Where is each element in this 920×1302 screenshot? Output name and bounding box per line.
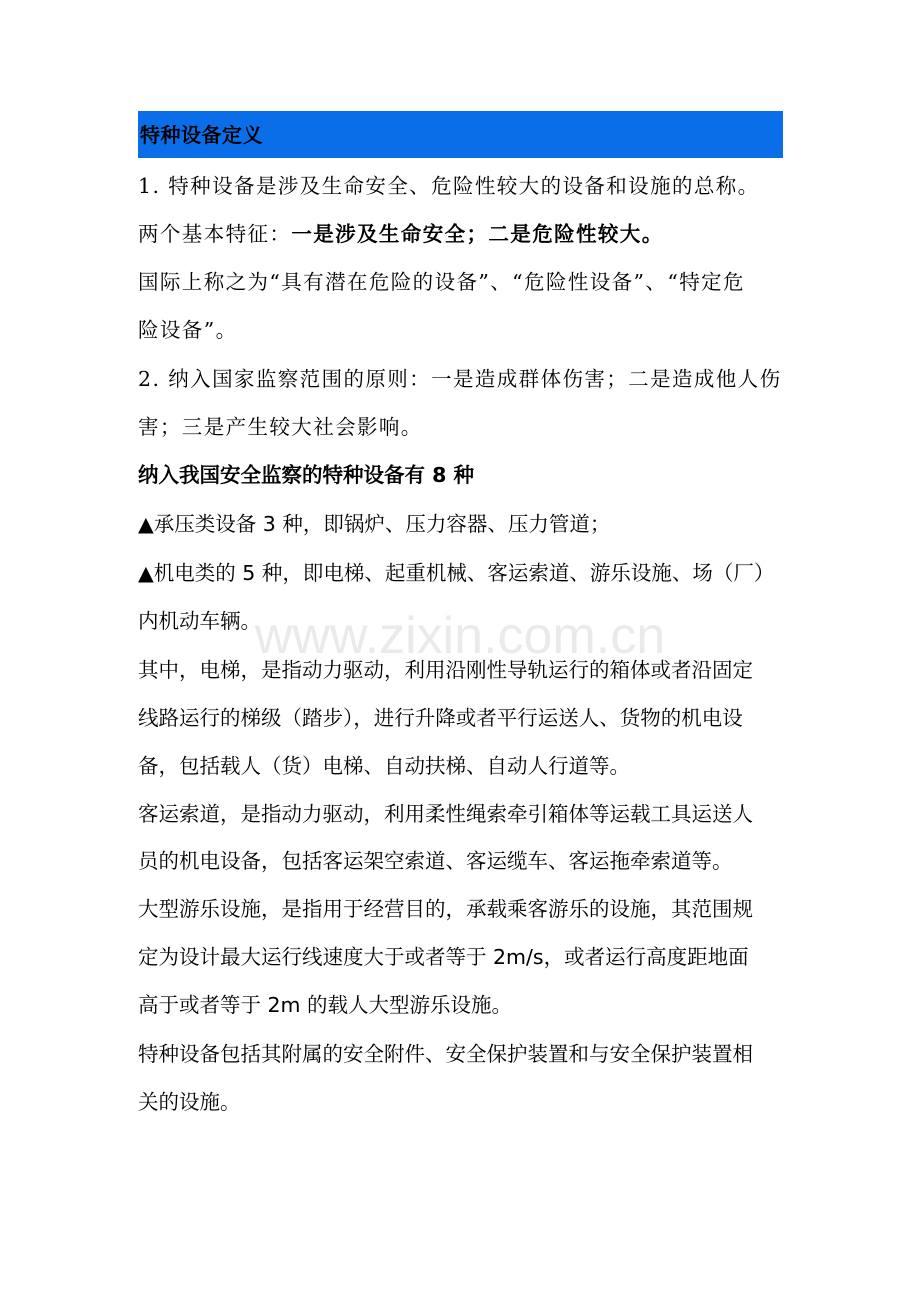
- section-2-line: 其中，电梯，是指动力驱动，利用沿刚性导轨运行的箱体或者沿固定: [138, 658, 753, 682]
- section-heading-bar: [138, 111, 783, 158]
- definition-paragraph-2: [138, 220, 664, 248]
- watermark: www.zixin.com.cn: [254, 607, 666, 665]
- definition-paragraph-4-line-2: 害；三是产生较大社会影响。: [138, 415, 423, 439]
- section-heading-title: 特种设备定义: [140, 123, 263, 147]
- section-2-line: 备，包括载人（货）电梯、自动扶梯、自动人行道等。: [138, 754, 630, 778]
- section-2-line: 定为设计最大运行线速度大于或者等于 2m/s，或者运行高度距地面: [138, 945, 749, 969]
- section-2-line: 员的机电设备，包括客运架空索道、客运缆车、客运拖牵索道等。: [138, 849, 733, 873]
- section-2-line: 特种设备包括其附属的安全附件、安全保护装置和与安全保护装置相: [138, 1042, 753, 1066]
- section-2-title: 纳入我国安全监察的特种设备有 8 种: [138, 463, 475, 487]
- features-bold-text: 一是涉及生命安全；二是危险性较大。: [291, 222, 664, 246]
- section-2-line: 高于或者等于 2m 的载人大型游乐设施。: [138, 993, 513, 1017]
- features-prefix: 两个基本特征：: [138, 222, 292, 246]
- section-2-line: 关的设施。: [138, 1090, 241, 1114]
- definition-paragraph-1: 1. 特种设备是涉及生命安全、危险性较大的设备和设施的总称。: [138, 174, 760, 198]
- definition-paragraph-3-line-2: 险设备”。: [138, 318, 238, 342]
- section-2-line: 线路运行的梯级（踏步），进行升降或者平行运送人、货物的机电设: [138, 706, 743, 730]
- section-2-line: ▲承压类设备 3 种，即锅炉、压力容器、压力管道；: [138, 512, 611, 536]
- section-2-line: ▲机电类的 5 种，即电梯、起重机械、客运索道、游乐设施、场（厂）: [138, 561, 775, 585]
- section-2-line: 大型游乐设施，是指用于经营目的，承载乘客游乐的设施，其范围规: [138, 897, 753, 921]
- section-2-line: 客运索道，是指动力驱动，利用柔性绳索牵引箱体等运载工具运送人: [138, 802, 753, 826]
- definition-paragraph-3-line-1: 国际上称之为“具有潜在危险的设备”、“危险性设备”、“特定危: [138, 270, 745, 294]
- definition-paragraph-4-line-1: 2. 纳入国家监察范围的原则：一是造成群体伤害；二是造成他人伤: [138, 367, 782, 391]
- section-2-line: 内机动车辆。: [138, 609, 261, 633]
